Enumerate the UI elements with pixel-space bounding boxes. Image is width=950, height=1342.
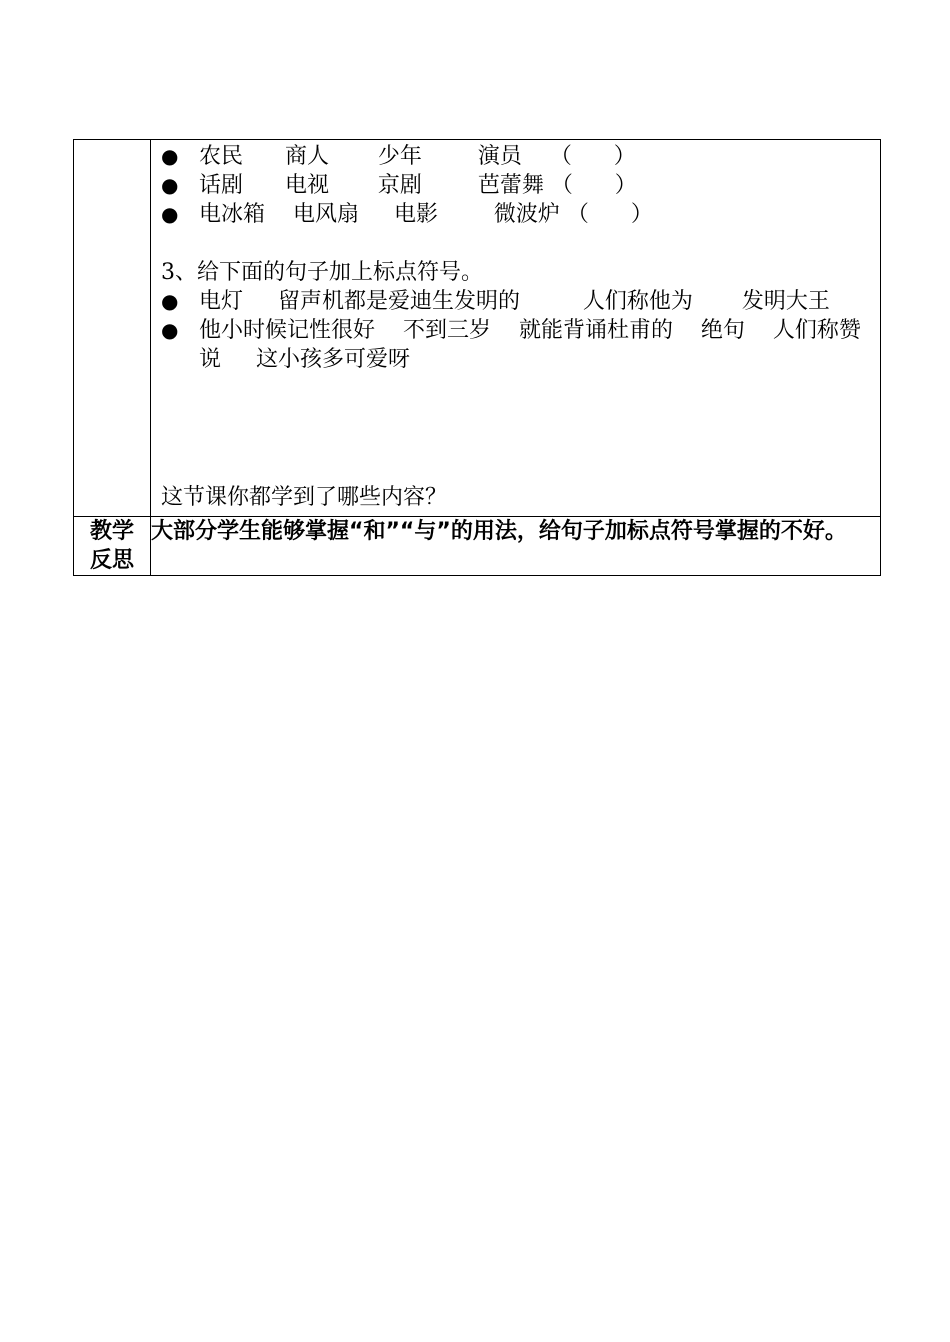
reflection-text: 大部分学生能够掌握“和”“与”的用法，给句子加标点符号掌握的不好。	[151, 517, 881, 576]
reflection-label-line2: 反思	[89, 548, 134, 573]
bullet-icon: ●	[161, 144, 179, 168]
closing-question: 这节课你都学到了哪些内容？	[161, 485, 448, 510]
word-group-row: 电冰箱 电风扇 电影 微波炉 （ ）	[199, 202, 653, 227]
list-item	[161, 287, 870, 316]
list-item	[161, 200, 870, 229]
sentence-item: 电灯 留声机都是爱迪生发明的 人们称他为 发明大王	[199, 289, 830, 314]
word-group-row: 话剧 电视 京剧 芭蕾舞 （ ）	[199, 173, 637, 198]
blank-line	[161, 229, 870, 258]
bullet-icon: ●	[161, 289, 179, 313]
empty-label-cell	[74, 140, 151, 517]
list-item	[161, 142, 870, 171]
exercise-row	[74, 140, 881, 517]
lesson-plan-table	[73, 139, 881, 576]
reflection-row	[74, 517, 881, 576]
word-group-row: 农民 商人 少年 演员 （ ）	[199, 144, 636, 169]
reflection-label-line1: 教学	[89, 519, 134, 544]
exercise-title: 3、给下面的句子加上标点符号。	[161, 260, 483, 285]
list-item	[161, 171, 870, 200]
sentence-item: 他小时候记性很好 不到三岁 就能背诵杜甫的 绝句 人们称赞说 这小孩多可爱呀	[199, 318, 861, 372]
exercise-content	[151, 140, 880, 516]
reflection-label	[74, 517, 151, 576]
bullet-icon: ●	[161, 318, 179, 342]
exercise-cell	[151, 140, 881, 517]
bullet-icon: ●	[161, 202, 179, 226]
list-item	[161, 316, 870, 374]
bullet-icon: ●	[161, 173, 179, 197]
